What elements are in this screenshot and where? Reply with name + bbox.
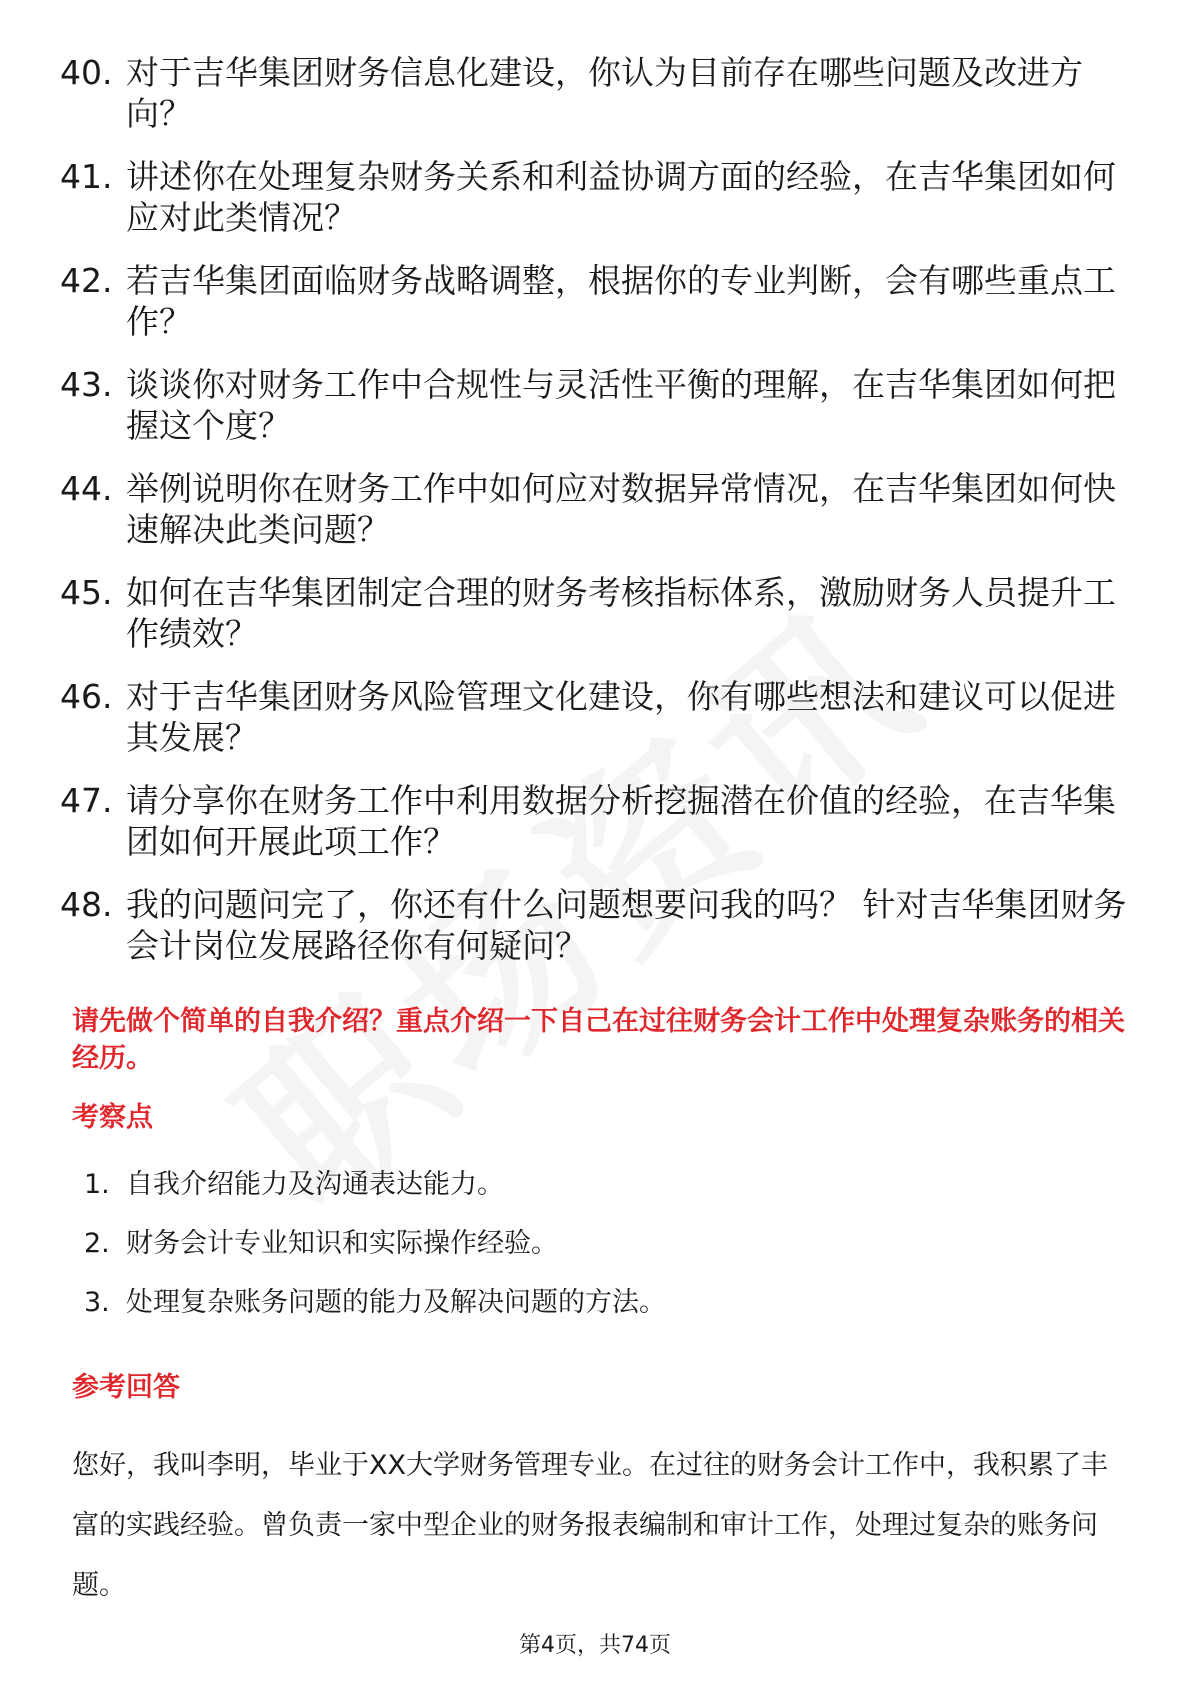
question-text: 对于吉华集团财务风险管理文化建设，你有哪些想法和建议可以促进其发展？ xyxy=(126,677,1116,757)
question-number: 43. xyxy=(60,365,113,404)
list-item xyxy=(84,1167,1124,1203)
question-number: 40. xyxy=(60,53,113,92)
points-list xyxy=(84,1167,1124,1344)
list-item-text: 财务会计专业知识和实际操作经验。 xyxy=(126,1228,558,1259)
question-item xyxy=(60,260,1130,342)
question-text: 若吉华集团面临财务战略调整，根据你的专业判断，会有哪些重点工作？ xyxy=(126,261,1116,341)
question-headline: 请先做个简单的自我介绍？重点介绍一下自己在过往财务会计工作中处理复杂账务的相关经历。 xyxy=(72,1006,1125,1074)
question-number: 42. xyxy=(60,261,113,300)
list-item xyxy=(84,1226,1124,1262)
question-item xyxy=(60,468,1130,550)
list-item-number: 1. xyxy=(84,1169,110,1200)
question-item xyxy=(60,364,1130,446)
section-title-points: 考察点 xyxy=(72,1102,153,1133)
question-number: 46. xyxy=(60,677,113,716)
question-text: 如何在吉华集团制定合理的财务考核指标体系，激励财务人员提升工作绩效？ xyxy=(126,573,1116,653)
list-item-text: 处理复杂账务问题的能力及解决问题的方法。 xyxy=(126,1287,666,1318)
question-text: 对于吉华集团财务信息化建设，你认为目前存在哪些问题及改进方向？ xyxy=(126,53,1083,133)
question-item xyxy=(60,884,1130,966)
question-number: 48. xyxy=(60,885,113,924)
question-number: 44. xyxy=(60,469,113,508)
list-item-number: 3. xyxy=(84,1287,110,1318)
question-list xyxy=(60,52,1130,988)
question-item xyxy=(60,156,1130,238)
question-number: 41. xyxy=(60,157,113,196)
section-title-answer: 参考回答 xyxy=(72,1372,180,1403)
question-text: 讲述你在处理复杂财务关系和利益协调方面的经验，在吉华集团如何应对此类情况？ xyxy=(126,157,1116,237)
question-text: 谈谈你对财务工作中合规性与灵活性平衡的理解，在吉华集团如何把握这个度？ xyxy=(126,365,1116,445)
question-item xyxy=(60,780,1130,862)
question-text: 请分享你在财务工作中利用数据分析挖掘潜在价值的经验，在吉华集团如何开展此项工作？ xyxy=(126,781,1116,861)
question-text: 我的问题问完了，你还有什么问题想要问我的吗？ 针对吉华集团财务会计岗位发展路径你有何疑问？ xyxy=(126,885,1127,965)
list-item-text: 自我介绍能力及沟通表达能力。 xyxy=(126,1169,504,1200)
question-number: 45. xyxy=(60,573,113,612)
question-item xyxy=(60,676,1130,758)
question-text: 举例说明你在财务工作中如何应对数据异常情况，在吉华集团如何快速解决此类问题？ xyxy=(126,469,1116,549)
question-item xyxy=(60,52,1130,134)
list-item-number: 2. xyxy=(84,1228,110,1259)
list-item xyxy=(84,1285,1124,1321)
question-number: 47. xyxy=(60,781,113,820)
page-footer: 第4页，共74页 xyxy=(519,1633,671,1658)
question-item xyxy=(60,572,1130,654)
answer-paragraph: 您好，我叫李明，毕业于XX大学财务管理专业。在过往的财务会计工作中，我积累了丰富的实践经验。曾负责一家中型企业的财务报表编制和审计工作，处理过复杂的账务问题。 xyxy=(72,1450,1108,1601)
